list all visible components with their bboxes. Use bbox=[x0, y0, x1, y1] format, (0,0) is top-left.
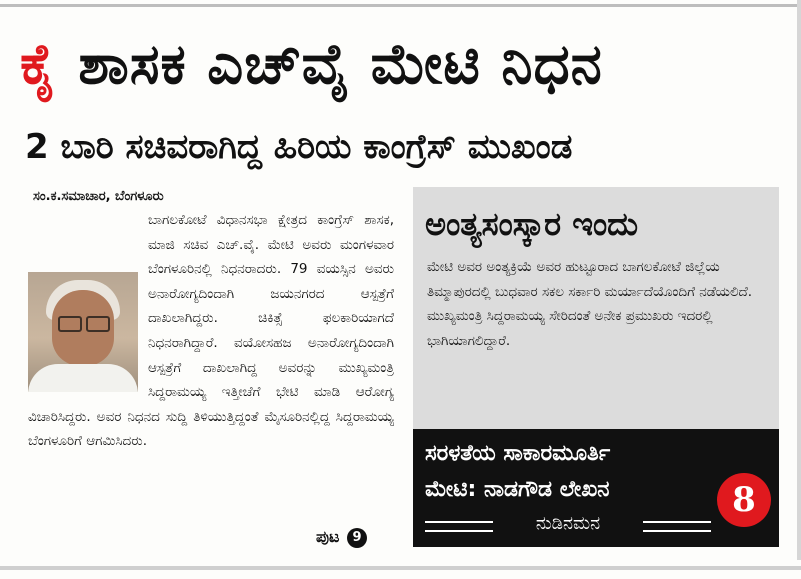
story-body: ಬಾಗಲಕೋಟೆ ವಿಧಾನಸಭಾ ಕ್ಷೇತ್ರದ ಕಾಂಗ್ರೆಸ್ ಶಾಸಕ, ಮಾಜಿ ಸಚಿವ ಎಚ್.ವೈ. ಮೇಟಿ ಅವರು ಮಂಗಳವಾರ ಬೆಂಗಳೂರಿನಲ್ಲಿ ನಿಧನರಾದರು. 79 ವಯಸ್ಸಿನ ಅವರು ಅನಾರೋಗ್ಯದಿಂದಾಗಿ ಜಯನಗರದ ಆಸ್ಪತ್ರೆಗೆ ದಾಖಲಾಗಿದ್ದರು. ಚಿಕಿತ್ಸೆ ಫಲಕಾರಿಯಾಗದೆ ನಿಧನರಾಗಿದ್ದಾರೆ. ವಯೋಸಹಜ ಅನಾರೋಗ್ಯದಿಂದಾಗಿ ಆಸ್ಪತ್ರೆಗೆ ದಾಖಲಾಗಿದ್ದ ಅವರನ್ನು ಮುಖ್ಯಮಂತ್ರಿ ಸಿದ್ದರಾಮಯ್ಯ ಇತ್ತೀಚೆಗೆ ಭೇಟಿ ಮಾಡಿ ಆರೋಗ್ಯ ವಿಚಾರಿಸಿದ್ದರು. ಅವರ ನಿಧನದ ಸುದ್ದಿ ತಿಳಿಯುತ್ತಿದ್ದಂತೆ ಮೈಸೂರಿನಲ್ಲಿದ್ದ ಸಿದ್ದರಾಮಯ್ಯ ಬೆಂಗಳೂರಿಗೆ ಆಗಮಿಸಿದರು. bbox=[28, 212, 394, 450]
promo-section-label: ನುಡಿನಮನ bbox=[535, 513, 601, 534]
headline-prefix: ಕೈ bbox=[20, 32, 58, 97]
promo-headline-line2: ಮೇಟಿ: ನಾಡಗೌಡ ಲೇಖನ bbox=[425, 477, 610, 502]
funeral-title: ಅಂತ್ಯಸಂಸ್ಕಾರ ಇಂದು bbox=[425, 205, 639, 243]
subheadline: 2 ಬಾರಿ ಸಚಿವರಾಗಿದ್ದ ಹಿರಿಯ ಕಾಂಗ್ರೆಸ್ ಮುಖಂಡ bbox=[25, 127, 573, 167]
continued-page-badge: 9 bbox=[347, 528, 367, 548]
right-edge-rule bbox=[797, 0, 801, 560]
promo-divider-right bbox=[643, 521, 711, 532]
promo-headline-line1: ಸರಳತೆಯ ಸಾಕಾರಮೂರ್ತಿ bbox=[425, 441, 611, 466]
portrait-glasses-left bbox=[58, 316, 82, 332]
portrait-photo bbox=[28, 272, 138, 392]
portrait-shirt bbox=[28, 364, 138, 392]
main-story bbox=[28, 208, 394, 558]
bottom-rule bbox=[0, 566, 801, 570]
promo-divider-left bbox=[425, 521, 493, 532]
promo-teaser[interactable] bbox=[413, 429, 779, 547]
promo-page-badge[interactable]: 8 bbox=[717, 473, 771, 527]
headline bbox=[20, 22, 790, 108]
continued-label: ಪುಟ bbox=[316, 527, 340, 546]
headline-text: ಶಾಸಕ ಎಚ್‌ವೈ ಮೇಟಿ ನಿಧನ bbox=[57, 32, 603, 97]
funeral-body: ಮೇಟಿ ಅವರ ಅಂತ್ಯಕ್ರಿಯೆ ಅವರ ಹುಟ್ಟೂರಾದ ಬಾಗಲಕೋಟೆ ಜಿಲ್ಲೆಯ ತಿಮ್ಮಾಪುರದಲ್ಲಿ ಬುಧವಾರ ಸಕಲ ಸರ್ಕಾರಿ ಮರ್ಯಾದೆಯೊಂದಿಗೆ ನಡೆಯಲಿದೆ. ಮುಖ್ಯಮಂತ್ರಿ ಸಿದ್ದರಾಮಯ್ಯ ಸೇರಿದಂತೆ ಅನೇಕ ಪ್ರಮುಖರು ಇದರಲ್ಲಿ ಭಾಗಿಯಾಗಲಿದ್ದಾರೆ. bbox=[427, 259, 753, 349]
dateline: ಸಂ.ಕ.ಸಮಾಚಾರ, ಬೆಂಗಳೂರು bbox=[33, 189, 164, 204]
top-rule bbox=[0, 4, 801, 7]
funeral-sidebar bbox=[413, 187, 779, 429]
continued-marker[interactable] bbox=[316, 524, 367, 550]
portrait-glasses-right bbox=[86, 316, 110, 332]
